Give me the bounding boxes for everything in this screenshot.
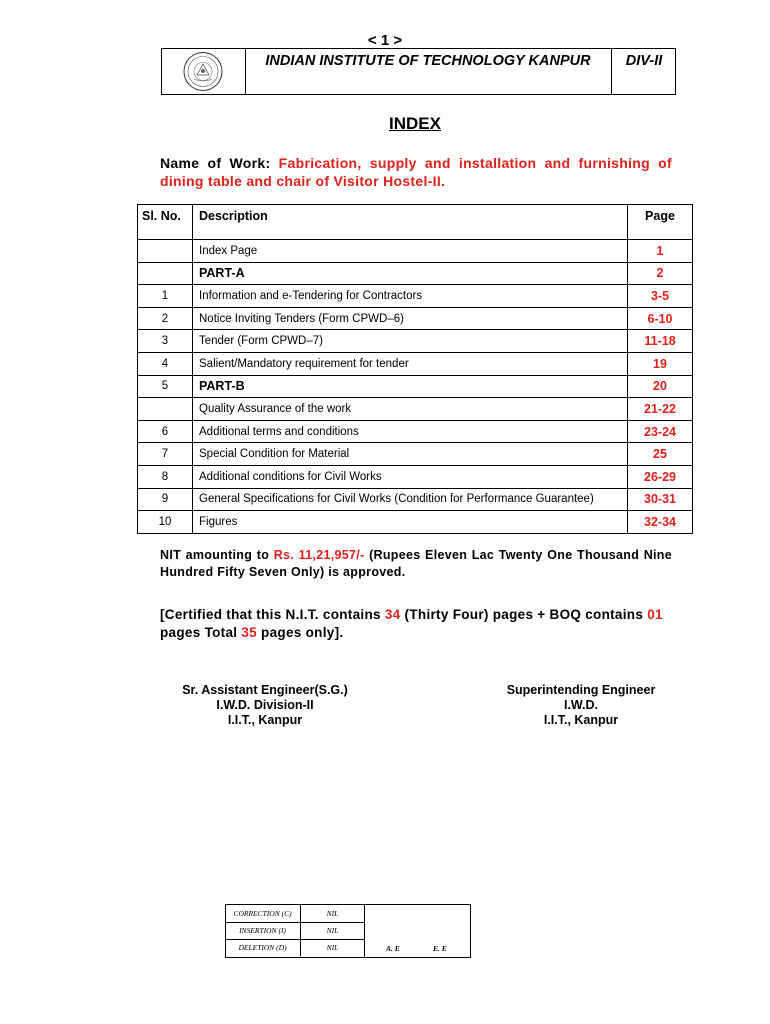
description-cell: Salient/Mandatory requirement for tender bbox=[193, 352, 628, 375]
table-row bbox=[138, 262, 693, 285]
description-cell: Special Condition for Material bbox=[193, 443, 628, 466]
cert-part4: pages only]. bbox=[257, 625, 344, 640]
signatory-right bbox=[486, 683, 676, 728]
page-cell: 30-31 bbox=[628, 488, 693, 511]
page-header: Page bbox=[628, 205, 693, 240]
sl-no-cell: 3 bbox=[138, 330, 193, 353]
table-header-row bbox=[138, 205, 693, 240]
sl-no-cell: 10 bbox=[138, 511, 193, 534]
correction-row bbox=[226, 905, 364, 923]
sl-no-cell: 9 bbox=[138, 488, 193, 511]
cert-boq-pages: 01 bbox=[647, 607, 663, 622]
institute-name: INDIAN INSTITUTE OF TECHNOLOGY KANPUR bbox=[265, 53, 591, 69]
logo-cell bbox=[162, 49, 246, 94]
cert-part1: [Certified that this N.I.T. contains bbox=[160, 607, 385, 622]
description-cell: PART-B bbox=[193, 375, 628, 398]
page-cell: 21-22 bbox=[628, 398, 693, 421]
insertion-value: NIL bbox=[300, 922, 364, 939]
correction-label: CORRECTION (C) bbox=[233, 909, 292, 918]
page-cell: 32-34 bbox=[628, 511, 693, 534]
signatory-left-institute: I.I.T., Kanpur bbox=[227, 713, 303, 727]
table-row bbox=[138, 285, 693, 308]
page-cell: 1 bbox=[628, 240, 693, 263]
sl-no-cell bbox=[138, 398, 193, 421]
page-cell: 25 bbox=[628, 443, 693, 466]
correction-box bbox=[225, 904, 471, 958]
name-of-work-value: Fabrication, supply and installation and furnishing of dining table and chair of Visitor Hostel-II. bbox=[160, 155, 673, 189]
nit-amount: Rs. 11,21,957/- bbox=[273, 548, 365, 562]
signatory-left-designation: Sr. Assistant Engineer(S.G.) bbox=[182, 683, 348, 697]
index-table bbox=[137, 204, 693, 534]
deletion-label: DELETION (D) bbox=[238, 943, 287, 952]
description-cell: Additional terms and conditions bbox=[193, 420, 628, 443]
sl-no-cell bbox=[138, 262, 193, 285]
correction-divider bbox=[364, 905, 365, 957]
nit-approval bbox=[160, 547, 672, 581]
description-cell: Tender (Form CPWD–7) bbox=[193, 330, 628, 353]
page-cell: 3-5 bbox=[628, 285, 693, 308]
page-cell: 6-10 bbox=[628, 307, 693, 330]
letterhead bbox=[161, 48, 676, 95]
page-cell: 23-24 bbox=[628, 420, 693, 443]
name-of-work bbox=[160, 154, 672, 190]
description-cell: PART-A bbox=[193, 262, 628, 285]
cert-total-pages: 35 bbox=[241, 625, 257, 640]
table-row bbox=[138, 420, 693, 443]
table-row bbox=[138, 330, 693, 353]
sl-no-cell: 7 bbox=[138, 443, 193, 466]
table-row bbox=[138, 398, 693, 421]
page-cell: 11-18 bbox=[628, 330, 693, 353]
name-of-work-label: Name of Work: bbox=[160, 155, 271, 171]
division-cell bbox=[611, 49, 676, 94]
description-cell: Index Page bbox=[193, 240, 628, 263]
description-cell: Quality Assurance of the work bbox=[193, 398, 628, 421]
nit-suffix: (Rupees Eleven Lac Twenty One Thousand Nine Hundred Fifty Seven Only) is approved. bbox=[160, 548, 672, 579]
page-cell: 26-29 bbox=[628, 465, 693, 488]
table-row bbox=[138, 352, 693, 375]
table-row bbox=[138, 465, 693, 488]
deletion-value: NIL bbox=[300, 939, 364, 956]
table-row bbox=[138, 307, 693, 330]
cert-part2: (Thirty Four) pages + BOQ contains bbox=[400, 607, 648, 622]
sl-no-cell: 5 bbox=[138, 375, 193, 398]
signatory-right-division: I.W.D. bbox=[563, 698, 599, 712]
sl-no-cell: 8 bbox=[138, 465, 193, 488]
page-number: < 1 > bbox=[367, 32, 403, 49]
iit-kanpur-seal-icon bbox=[172, 49, 234, 94]
description-cell: Figures bbox=[193, 511, 628, 534]
correction-value: NIL bbox=[300, 905, 364, 922]
table-row bbox=[138, 511, 693, 534]
ee-initials: E. E bbox=[433, 944, 447, 953]
signatory-left-division: I.W.D. Division-II bbox=[216, 698, 314, 712]
sl-no-cell: 6 bbox=[138, 420, 193, 443]
insertion-row bbox=[226, 922, 364, 940]
signatory-right-institute: I.I.T., Kanpur bbox=[543, 713, 619, 727]
table-row bbox=[138, 375, 693, 398]
sl-no-cell: 1 bbox=[138, 285, 193, 308]
sl-no-cell: 4 bbox=[138, 352, 193, 375]
nit-prefix: NIT amounting to bbox=[160, 548, 274, 562]
cert-part3: pages Total bbox=[160, 625, 242, 640]
description-cell: General Specifications for Civil Works (Condition for Performance Guarantee) bbox=[193, 488, 628, 511]
deletion-row bbox=[226, 939, 364, 956]
description-cell: Notice Inviting Tenders (Form CPWD–6) bbox=[193, 307, 628, 330]
certificate bbox=[160, 606, 672, 642]
page-cell: 19 bbox=[628, 352, 693, 375]
table-row bbox=[138, 488, 693, 511]
signatory-left bbox=[160, 683, 370, 728]
ae-initials: A. E bbox=[386, 944, 400, 953]
insertion-label: INSERTION (I) bbox=[239, 926, 286, 935]
index-title: INDEX bbox=[389, 114, 441, 133]
division-label: DIV-II bbox=[625, 53, 663, 69]
sl-no-header: Sl. No. bbox=[138, 205, 193, 240]
table-row bbox=[138, 240, 693, 263]
description-cell: Information and e-Tendering for Contractors bbox=[193, 285, 628, 308]
description-cell: Additional conditions for Civil Works bbox=[193, 465, 628, 488]
signatory-right-designation: Superintending Engineer bbox=[506, 683, 656, 697]
table-row bbox=[138, 443, 693, 466]
sl-no-cell bbox=[138, 240, 193, 263]
description-header: Description bbox=[193, 205, 628, 240]
sl-no-cell: 2 bbox=[138, 307, 193, 330]
page-cell: 2 bbox=[628, 262, 693, 285]
page-cell: 20 bbox=[628, 375, 693, 398]
cert-pages: 34 bbox=[384, 607, 401, 622]
